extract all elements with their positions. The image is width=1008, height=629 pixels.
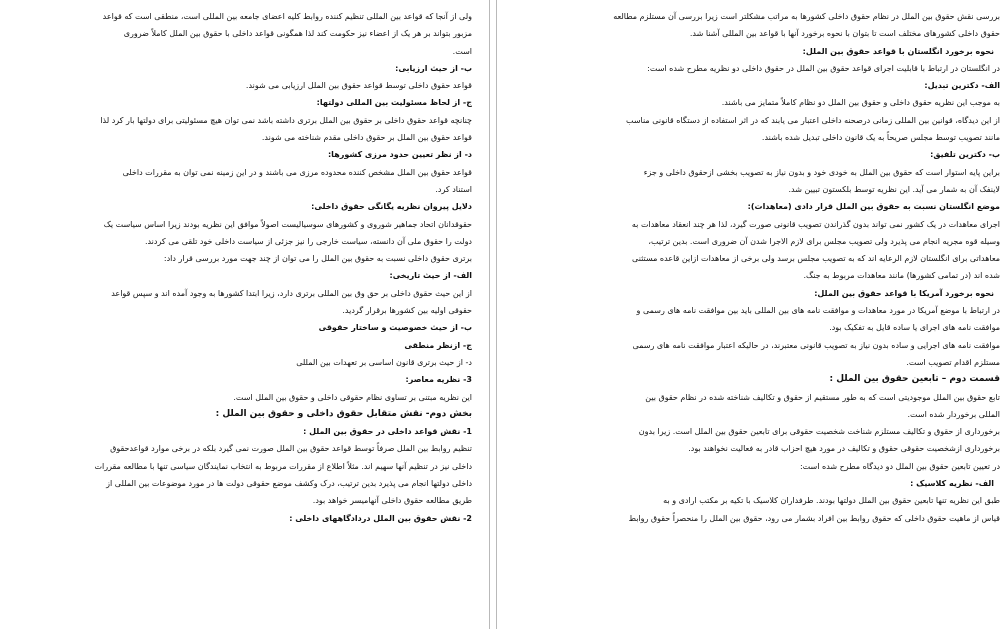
text-line: قواعد حقوق بین الملل بر حقوق داخلی مقدم شناخته می شوند. (261, 133, 472, 143)
text-line: قیاس از ماهیت حقوق داخلی که حقوق روابط بین افراد بشمار می رود، حقوق بین الملل را منحصراً حقوق روابط (628, 513, 1000, 523)
subheading: 2- نقش حقوق بین الملل دردادگاههای داخلی : (289, 513, 472, 523)
subheading: ج- ازنظر منطقی (404, 340, 472, 350)
subheading: نحوه برخورد آمریکا با قواعد حقوق بین الملل: (814, 288, 994, 298)
text-line: موافقت نامه های اجرای یا ساده قایل به تفکیک بود. (829, 323, 1000, 333)
section-heading: قسمت دوم – تابعین حقوق بین الملل : (829, 374, 1000, 385)
text-line: برتری حقوق داخلی نسبت به حقوق بین الملل را می توان از چند جهت مورد بررسی قرار داد: (163, 254, 472, 264)
text-line: برخورداری از حقوق و تکالیف مستلزم شناخت شخصیت حقوقی برای تابعین حقوق بین الملل است. زیرا بدون (638, 427, 1000, 437)
text-line: ولی از آنجا که قواعد بین المللی تنظیم کننده روابط کلیه اعضای جامعه بین المللی است، منطقی است که قواعد (102, 12, 472, 21)
text-line: شده اند (در تمامی کشورها) مانند معاهدات مربوط به جنگ. (803, 271, 1000, 281)
text-line: طریق مطالعه حقوق داخلی آنهامیسر خواهد بود. (312, 496, 472, 506)
subheading: نحوه برخورد انگلستان با قواعد حقوق بین الملل: (802, 46, 994, 56)
subheading: دلایل پیروان نظریه یگانگی حقوق داخلی: (311, 202, 472, 212)
subheading: الف- نظریه کلاسیک : (910, 479, 994, 489)
text-line: حقوقدانان اتحاد جماهیر شوروی و کشورهای سوسیالیست اصولاً موافق این نظریه بودند زیرا اساس سیاست یک (103, 219, 472, 229)
text-line: است. (452, 46, 472, 56)
text-line: در تعیین تابعین حقوق بین الملل دو دیدگاه مطرح شده است: (799, 461, 1000, 471)
text-line: چنانچه قواعد حقوق داخلی بر حقوق بین الملل برتری داشته باشد نمی توان هیچ مسئولیتی برای دولتها بار کرد لذا (100, 115, 472, 125)
text-line: در انگلستان در ارتباط با قابلیت اجرای قواعد حقوق بین الملل در حقوق داخلی دو نظریه مطرح شده است: (647, 63, 1000, 73)
text-line: حقوق داخلی کشورهای مختلف است تا بتوان با نحوه برخورد آنها با قواعد بین المللی آشنا شد. (689, 29, 1000, 39)
text-line: دولت را حقوق ملی آن دانسته، سیاست خارجی را نیز جزئی از سیاست داخلی خود تلقی می کردند. (144, 236, 472, 246)
subheading: ب- از حیث ارزیابی: (395, 63, 472, 73)
subheading: 3- نظریه معاصر: (405, 375, 472, 385)
subheading: الف- از حیث تاریخی: (389, 271, 472, 281)
section-heading: بخش دوم- نقش متقابل حقوق داخلی و حقوق بین الملل : (215, 408, 472, 419)
text-line: از این دیدگاه، قوانین بین المللی زمانی درصحنه داخلی اعتبار می یابند که در اثر استفاده از دستگاه قانونی مناسب (625, 115, 1000, 125)
text-line: موافقت نامه های اجرایی و ساده بدون نیاز به تصویب قانونی معتبرند، در حالیکه اعتبار موافقت نامه های رسمی (632, 340, 1000, 350)
text-line: وسیله قوه مجریه انجام می پذیرد ولی تصویب مجلس برای لازم الاجرا شدن آن ضروری است. بدین ترتیب، (648, 236, 1000, 246)
left-page (0, 0, 486, 629)
subheading: ب- دکترین تلفیق: (930, 150, 1000, 160)
text-line: در ارتباط با موضع آمریکا در مورد معاهدات و موافقت نامه های بین المللی باید بین موافقت نامه های رسمی و (636, 306, 1000, 316)
right-page (506, 0, 1008, 629)
text-line: تابع حقوق بین الملل موجودیتی است که به طور مستقیم از حقوق و تکالیف شناخته شده در نظام حقوق بین (645, 392, 1000, 402)
text-line: داخلی نیز در تنظیم آنها سهیم اند. مثلاً اطلاع از مقررات مربوط به انتخاب نمایندگان سیاسی تنها با مطالعه مقررات (94, 461, 472, 471)
text-line: قواعد حقوق داخلی توسط قواعد حقوق بین الملل ارزیابی می شوند. (245, 81, 472, 91)
text-line: معاهداتی برای انگلستان لازم الرعایه اند که به تصویب مجلس برسد ولی برخی از معاهدات ازاین قاعده مستثنی (632, 254, 1000, 264)
text-line: د- از حیث برتری قانون اساسی بر تعهدات بین المللی (296, 357, 472, 367)
text-line: حقوقی اولیه بین کشورها برقرار گردید. (342, 306, 472, 316)
text-line: مزبور بتواند بر هر یک از اعضاء نیز حکومت کند لذا همگونی قواعد داخلی با حقوق بین الملل کاملاً ضروری (123, 29, 472, 39)
page-divider (496, 0, 497, 629)
page-divider (489, 0, 490, 629)
text-line: به موجب این نظریه حقوق داخلی و حقوق بین الملل دو نظام کاملاً متمایز می باشند. (721, 98, 1000, 108)
text-line: این نظریه مبتنی بر تساوی نظام حقوقی داخلی و حقوق بین الملل است. (233, 392, 472, 402)
text-line: برخورداری ازشخصیت حقوقی حقوق و تکالیف در مورد هیچ احزاب قادر به فعالیت نخواهند بود. (688, 444, 1000, 454)
text-line: مانند تصویب توسط مجلس صریحاً به یک قانون داخلی تبدیل شده باشند. (761, 133, 1000, 143)
text-line: لاینفک آن به شمار می آید. این نظریه توسط بلکستون تبیین شد. (788, 184, 1000, 194)
text-line: استناد کرد. (435, 184, 472, 194)
subheading: ج- از لحاظ مسئولیت بین المللی دولتها: (316, 98, 472, 108)
text-line: المللی برخوردار شده است. (907, 409, 1000, 419)
subheading: د- از نظر تعیین حدود مرزی کشورها: (327, 150, 472, 160)
text-line: قواعد حقوق بین الملل مشخص کننده محدوده مرزی می باشند و در این زمینه نمی توان به مقررات داخلی (122, 167, 472, 177)
text-line: تنظیم روابط بین الملل صرفاً توسط قواعد حقوق بین الملل صورت نمی گیرد بلکه در برخی موارد قواعدحقوق (110, 444, 472, 454)
subheading: 1- نقش قواعد داخلی در حقوق بین الملل : (303, 427, 472, 437)
text-line: بررسی نقش حقوق بین الملل در نظام حقوق داخلی کشورها به مراتب مشکلتر است زیرا بررسی آن مستلزم مطالعه (613, 12, 1000, 21)
text-line: داخلی دولتها انجام می پذیرد بدین ترتیب، درک وکشف موضع حقوقی دولت ها در مورد موضوعات بین المللی از (106, 479, 472, 489)
subheading: موضع انگلستان نسبت به حقوق بین الملل قرار دادی (معاهدات): (747, 202, 1000, 212)
text-line: براین پایه استوار است که حقوق بین الملل به خودی خود و بدون نیاز به تصویب بخشی ازحقوق داخلی و جزء (643, 167, 1000, 177)
text-line: از این حیث حقوق داخلی بر حق وق بین المللی برتری دارد، زیرا ابتدا کشورها به وجود آمده اند و سپس قواعد (111, 288, 472, 298)
subheading: الف- دکترین تبدیل: (924, 81, 1000, 91)
subheading: ب- از حیث خصوصیت و ساختار حقوقی (318, 323, 472, 333)
text-line: مستلزم اقدام تصویب است. (906, 357, 1000, 367)
text-line: اجرای معاهدات در یک کشور نمی تواند بدون گذراندن تصویب قانونی صورت گیرد، لذا هر چند انعقاد معاهدات به (631, 219, 1000, 229)
text-line: طبق این نظریه تنها تابعین حقوق بین الملل دولتها بودند. طرفداران کلاسیک با تکیه بر مکتب ارادی و به (663, 496, 1000, 506)
